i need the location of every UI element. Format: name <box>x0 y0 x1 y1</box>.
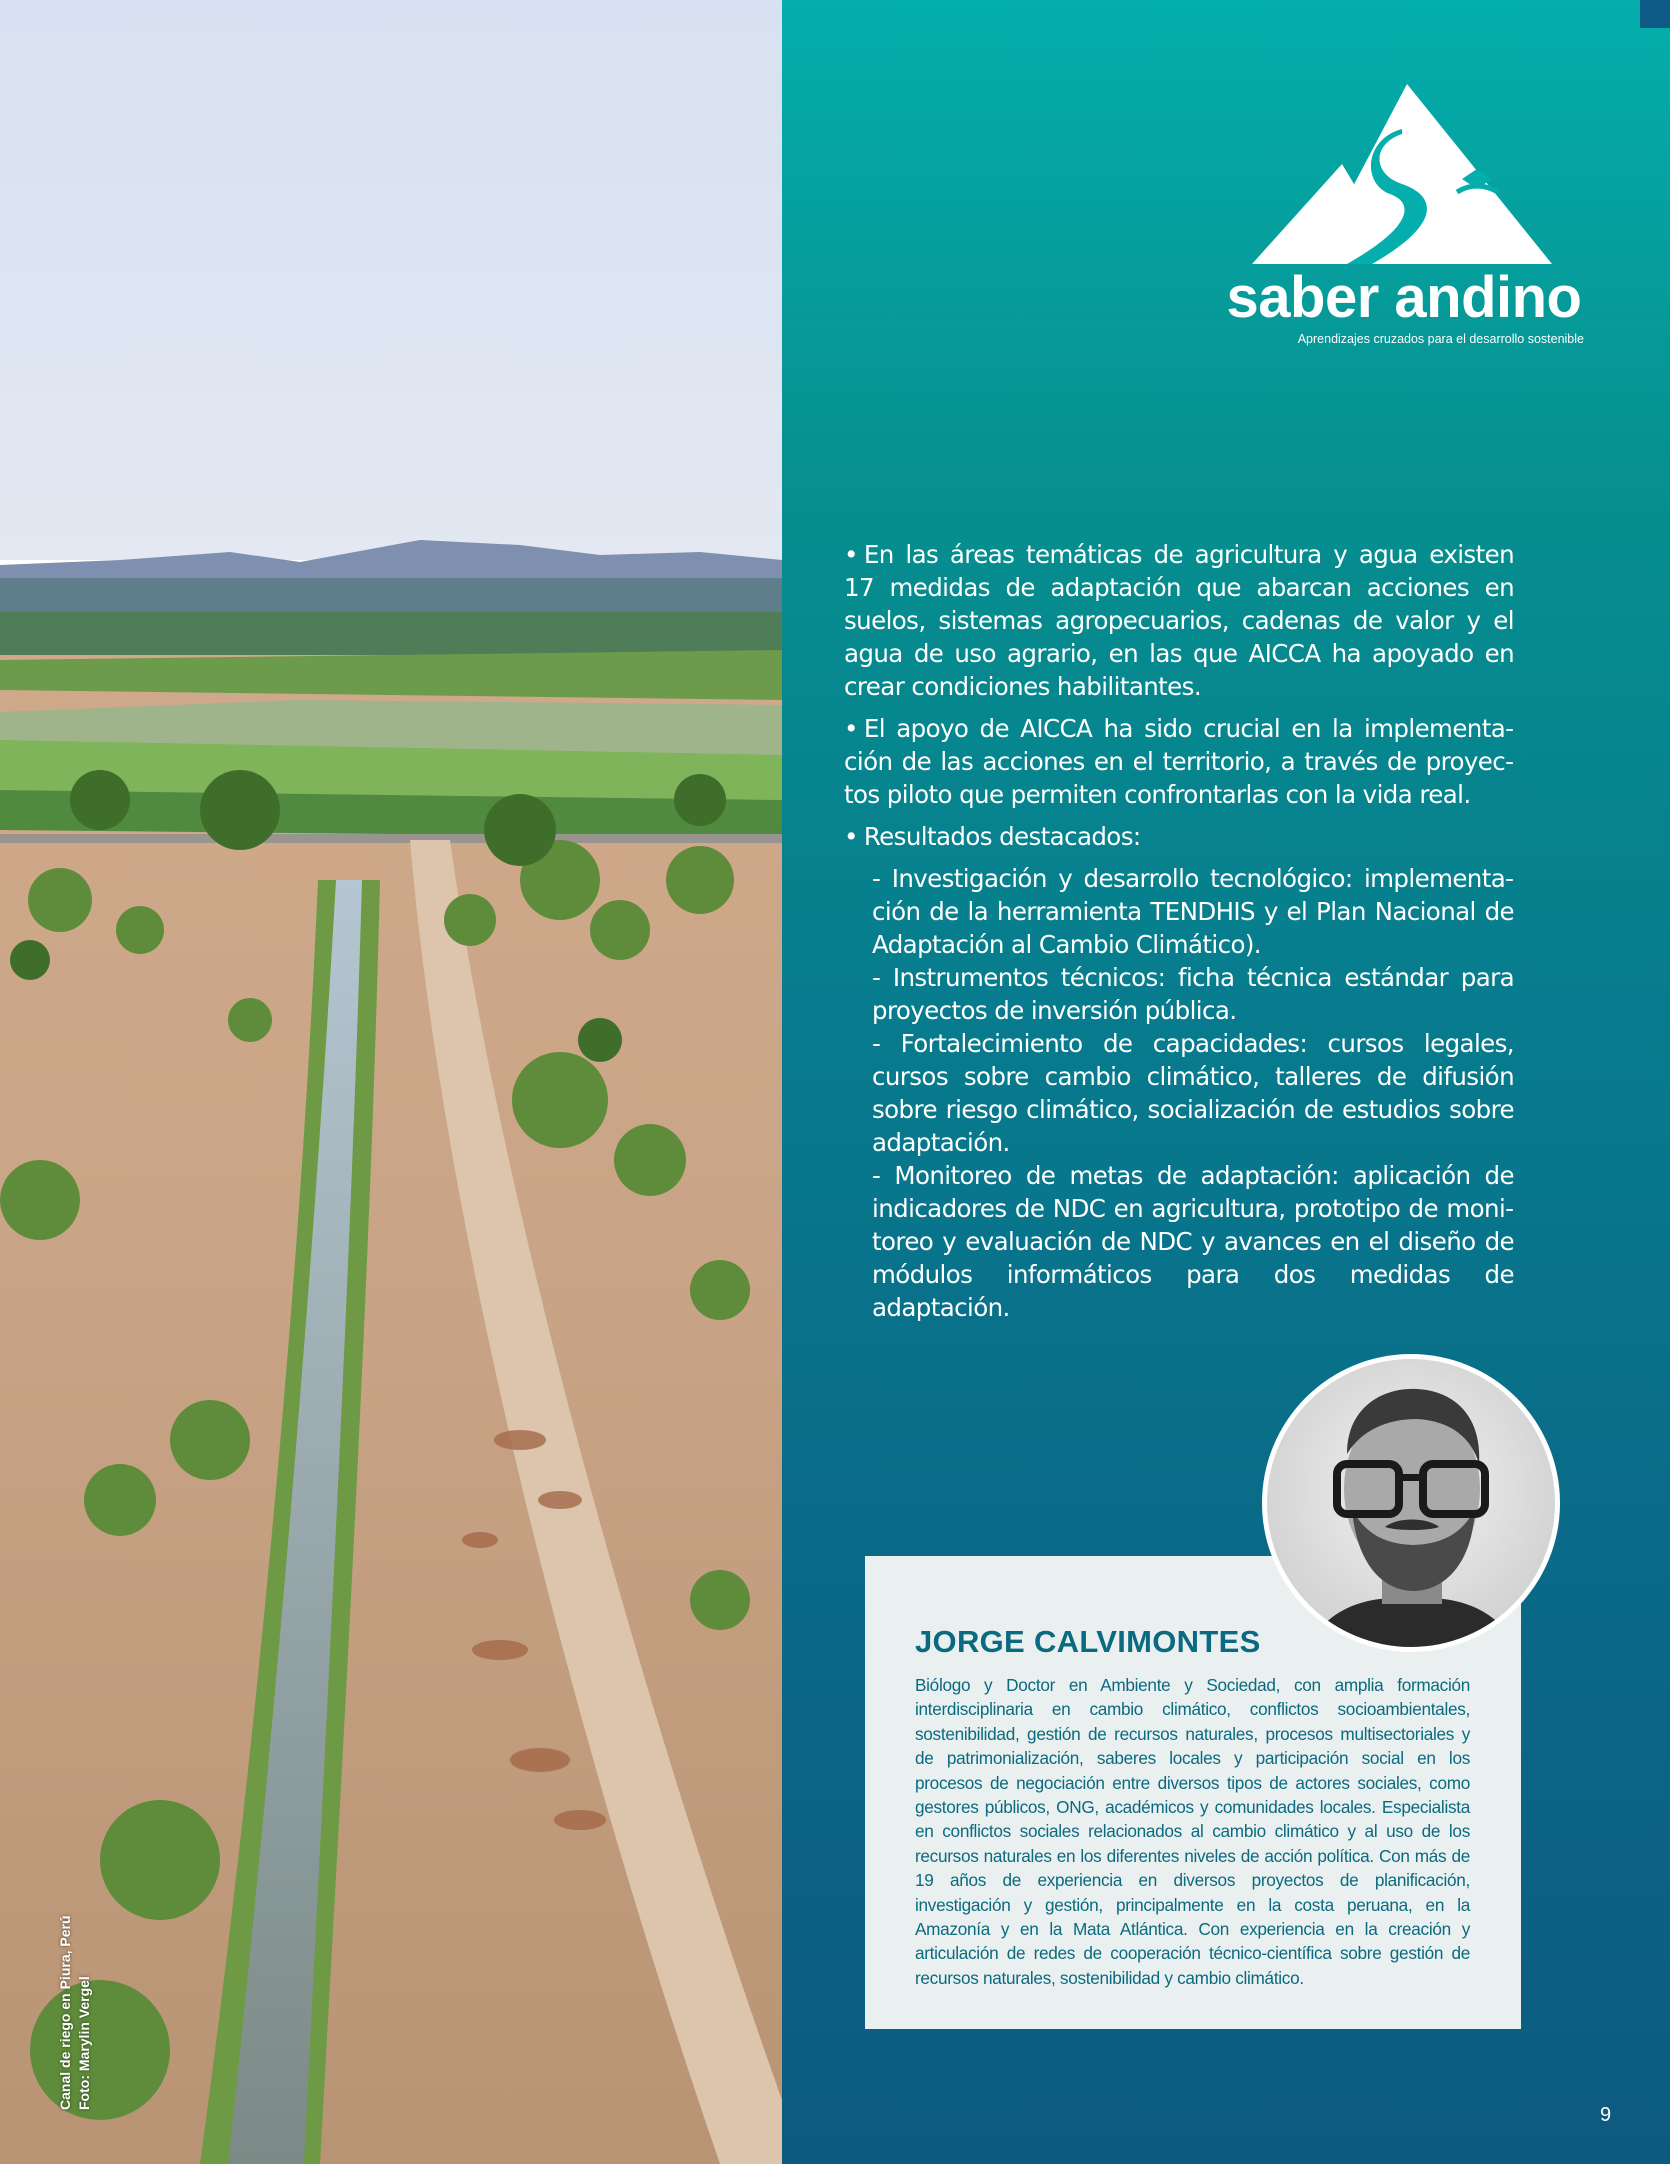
corner-tab <box>1640 0 1670 28</box>
bullet-agriculture <box>844 538 1514 703</box>
bullet-text: En las áreas temáticas de agricultura y agua existen 17 medidas de adaptación que abarcan acciones en suelos, sistemas agropecuarios, cadenas de valor y el agua de uso agrario, en las que AICCA ha apoyado en crear condiciones habilitantes. <box>844 540 1514 701</box>
person-portrait-illustration <box>1267 1359 1555 1647</box>
aerial-canal-photo <box>0 0 782 2164</box>
result-item: - Fortalecimiento de capacidades: cursos legales, cursos sobre cambio climático, talleres de difusión sobre riesgo climático, socialización de estudios sobre adaptación. <box>872 1029 1514 1157</box>
logo-name: saber andino <box>1226 265 1582 330</box>
portrait-photo <box>1262 1354 1560 1652</box>
bullet-aicca-support <box>844 712 1514 811</box>
page-number: 9 <box>1600 2104 1612 2126</box>
main-bullets <box>844 538 1514 1324</box>
bio-name: JORGE CALVIMONTES <box>915 1624 1261 1659</box>
photo-credit <box>56 1915 94 2110</box>
bio-text: Biólogo y Doctor en Ambiente y Sociedad, con amplia formación interdisciplinaria en cambio climático, conflictos socioambientales, sostenibilidad, gestión de recursos naturales, procesos multisectoriales y de patrimonialización, saberes locales y participación social en los procesos de negociación entre diversos tipos de actores sociales, como gestores públicos, ONG, académicos y comunidades locales. Especialista en conflictos sociales relacionados al cambio climático y al uso de los recursos naturales en los diferentes niveles de acción política. Con más de 19 años de experiencia en diversos proyectos de planificación, investigación y gestión, principalmente en la costa peruana, en la Amazonía y en la Mata Atlántica. Con experiencia en la creación y articulación de redes de cooperación técnico-científica sobre gestión de recursos naturales, sostenibilidad y cambio climático. <box>915 1675 1470 1988</box>
mountain-river-icon <box>1252 84 1556 269</box>
result-item: - Instrumentos técnicos: ficha técnica estándar para proyectos de inversión pública. <box>872 963 1514 1025</box>
canal-landscape-illustration <box>0 0 782 2164</box>
logo-tagline: Aprendizajes cruzados para el desarrollo sostenible <box>1297 332 1584 346</box>
result-item: - Investigación y desarrollo tecnológico: implementación de la herramienta TENDHIS y el Plan Nacional de Adaptación al Cambio Climático). <box>872 864 1514 959</box>
bullet-dot: • <box>844 714 858 743</box>
photo-caption: Canal de riego en Piura, Perú <box>57 1915 73 2110</box>
results-list <box>872 862 1514 1324</box>
result-item: - Monitoreo de metas de adaptación: aplicación de indicadores de NDC en agricultura, prototipo de monitoreo y evaluación de NDC y avances en el diseño de módulos informáticos para dos medidas de adaptación. <box>872 1161 1514 1322</box>
bullet-dot: • <box>844 822 858 851</box>
bullet-text: El apoyo de AICCA ha sido crucial en la implementación de las acciones en el territorio, a través de proyectos piloto que permiten confrontarlas con la vida real. <box>844 714 1514 809</box>
bullet-results-heading <box>844 820 1514 853</box>
bullet-text: Resultados destacados: <box>863 822 1141 851</box>
bullet-dot: • <box>844 540 858 569</box>
photo-author: Foto: Marylin Vergel <box>76 1976 92 2110</box>
saber-andino-logo <box>1224 84 1584 352</box>
